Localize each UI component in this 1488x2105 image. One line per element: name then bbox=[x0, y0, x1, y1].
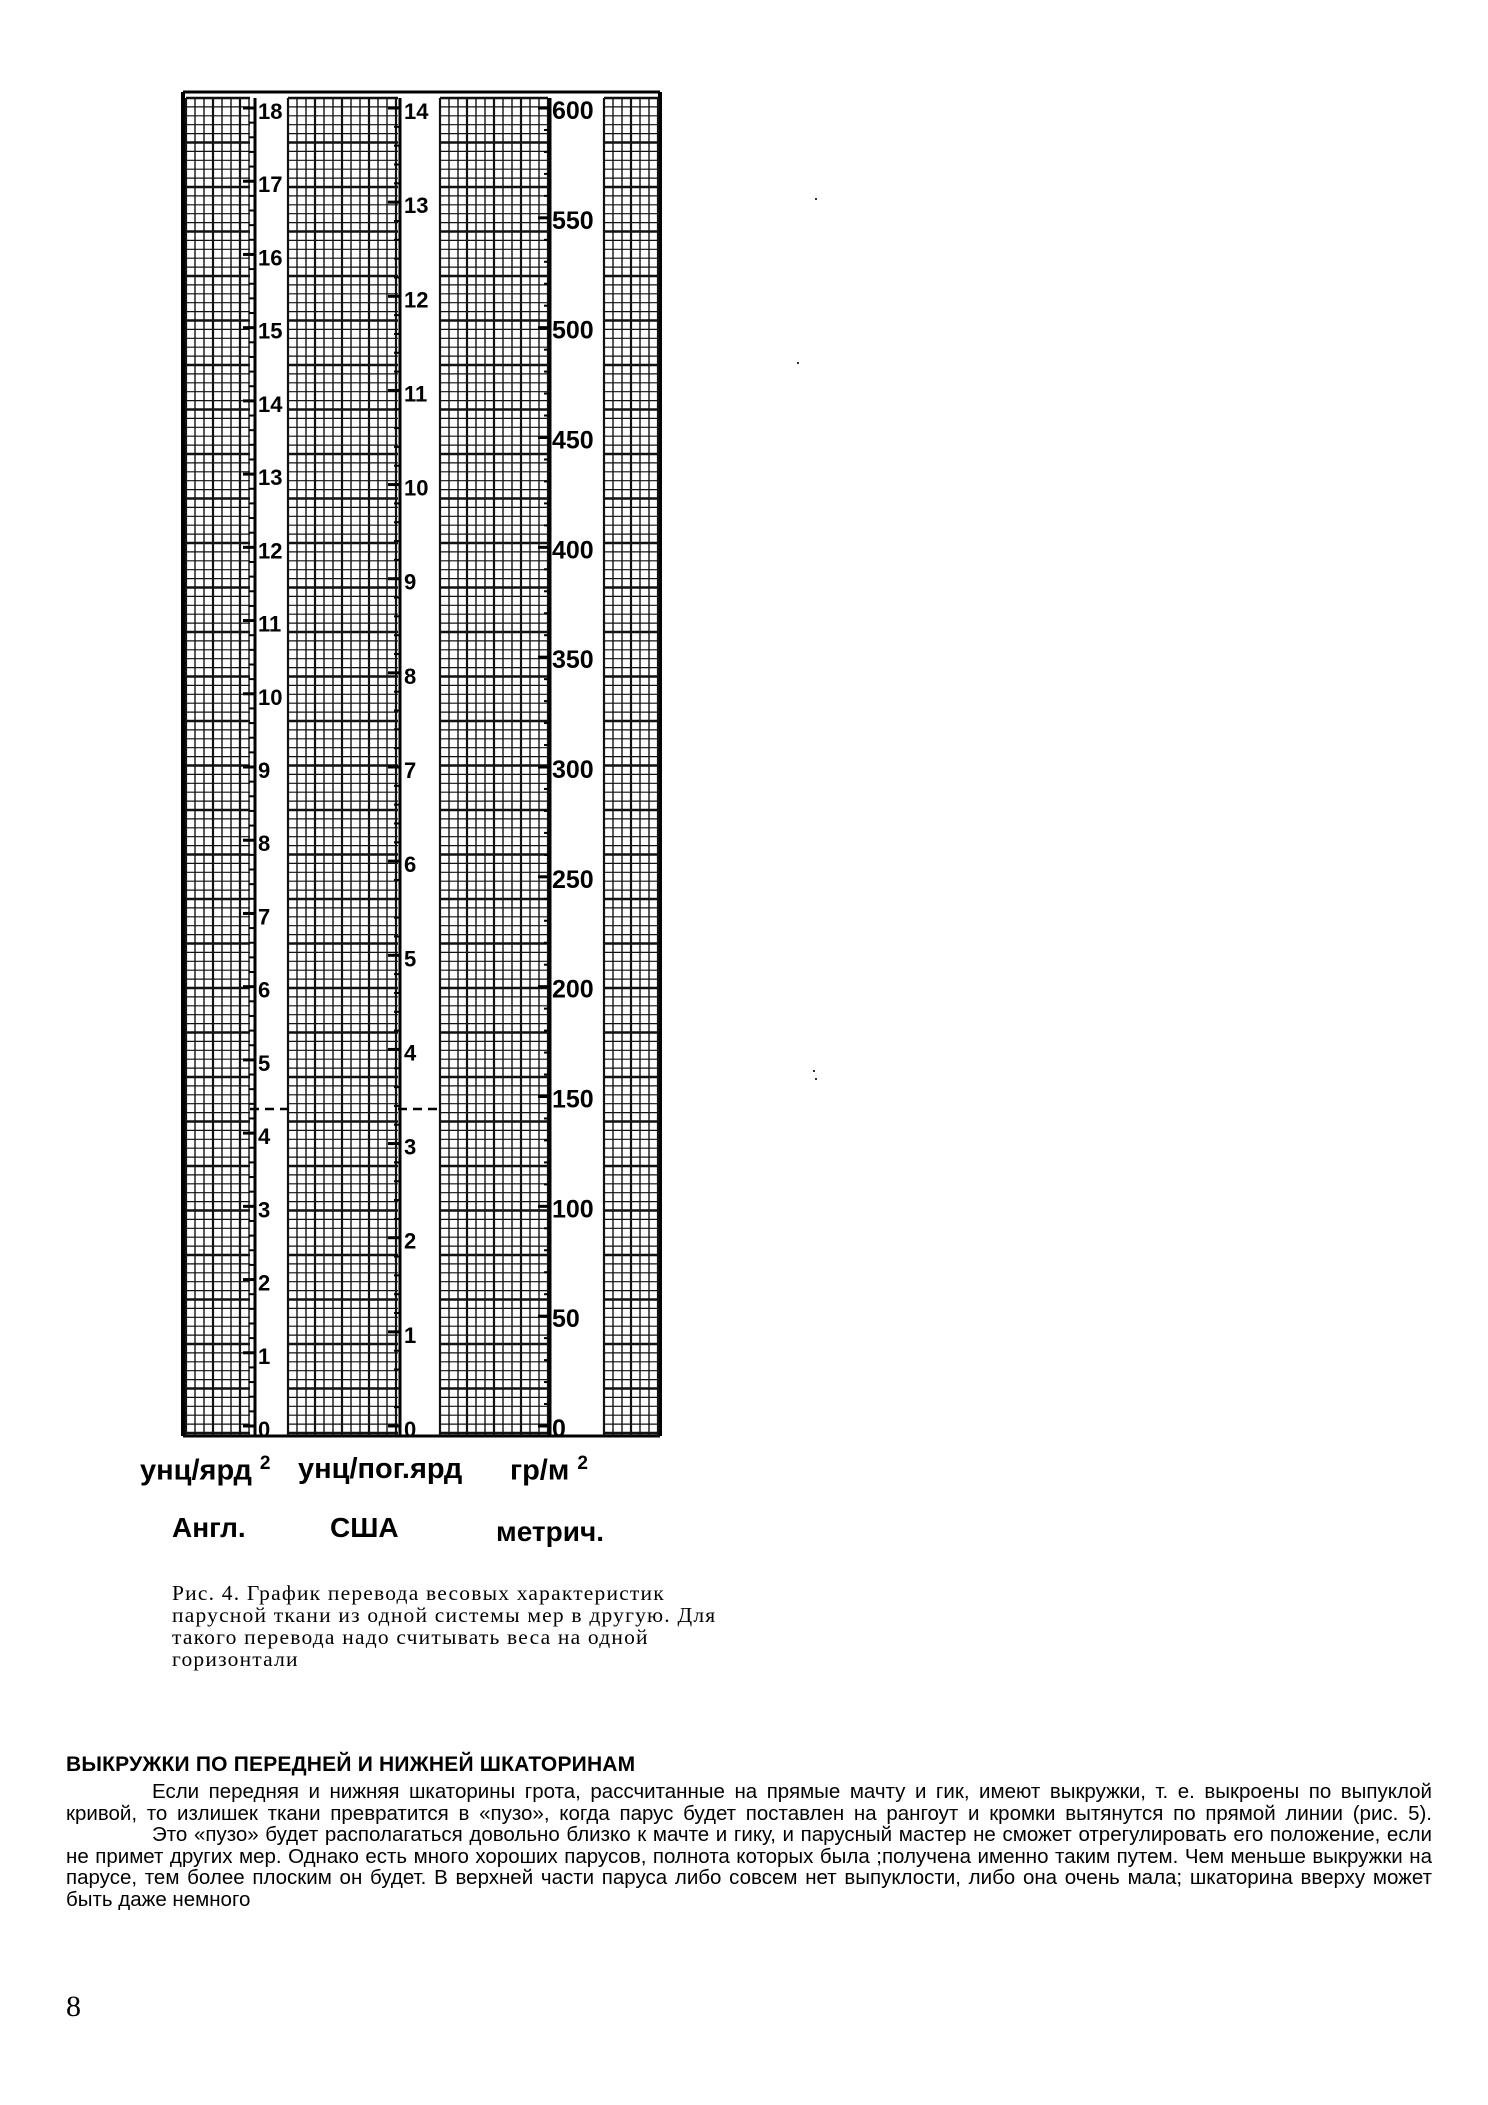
paragraph-1: Если передняя и нижняя шкаторины грота, рассчитанные на прямые мачту и гик, имеют выкружки, т. е. выкроены по выпуклой кривой, то излишек ткани превратится в «пузо», когда парус будет поставлен на рангоут и кромки вытянутся по прямой линии (рис. 5). bbox=[66, 1780, 1432, 1825]
body-text bbox=[66, 1781, 1432, 1910]
tick-label-metric: 600 bbox=[552, 97, 594, 125]
tick-label-english: 2 bbox=[258, 1270, 271, 1296]
tick-label-usa: 12 bbox=[404, 287, 429, 313]
tick-label-usa: 11 bbox=[404, 381, 428, 407]
tick-label-usa: 4 bbox=[404, 1040, 417, 1066]
tick-label-usa: 8 bbox=[404, 663, 417, 689]
tick-label-usa: 1 bbox=[404, 1322, 417, 1348]
tick-label-english: 5 bbox=[258, 1050, 271, 1076]
scan-speck bbox=[815, 198, 817, 200]
tick-label-metric: 550 bbox=[552, 206, 594, 235]
tick-label-english: 17 bbox=[258, 172, 283, 198]
tick-label-usa: 5 bbox=[404, 946, 417, 972]
tick-label-usa: 13 bbox=[404, 193, 429, 219]
tick-label-english: 9 bbox=[258, 758, 271, 783]
tick-label-english: 7 bbox=[258, 904, 271, 930]
unit-label-usa: унц/пог.ярд bbox=[298, 1453, 463, 1485]
tick-label-english: 8 bbox=[258, 831, 271, 857]
tick-label-english: 1 bbox=[258, 1343, 271, 1369]
tick-label-english: 0 bbox=[258, 1417, 271, 1442]
tick-label-usa: 9 bbox=[404, 569, 417, 595]
tick-label-usa: 14 bbox=[404, 99, 429, 124]
tick-label-usa: 10 bbox=[404, 475, 429, 501]
tick-label-english: 10 bbox=[258, 684, 283, 710]
tick-label-english: 4 bbox=[258, 1124, 271, 1150]
chart-scale-labels bbox=[258, 97, 594, 1443]
tick-label-english: 14 bbox=[258, 391, 283, 417]
tick-label-usa: 6 bbox=[404, 852, 417, 878]
tick-label-english: 11 bbox=[258, 611, 282, 637]
page-number: 8 bbox=[66, 1990, 81, 2023]
tick-label-metric: 350 bbox=[552, 646, 594, 675]
tick-label-usa: 0 bbox=[404, 1417, 417, 1442]
tick-label-english: 15 bbox=[258, 318, 283, 344]
tick-label-usa: 2 bbox=[404, 1228, 417, 1254]
tick-label-metric: 400 bbox=[552, 536, 594, 565]
unit-label-metric: гр/м $^2$ bbox=[510, 1453, 588, 1487]
tick-label-metric: 0 bbox=[552, 1415, 566, 1443]
system-label-usa: США bbox=[330, 1512, 399, 1543]
tick-label-english: 13 bbox=[258, 465, 283, 491]
tick-label-metric: 100 bbox=[552, 1195, 594, 1224]
scan-speck bbox=[815, 1078, 817, 1080]
tick-label-english: 6 bbox=[258, 977, 271, 1003]
unit-label-english: унц/ярд $^2$ bbox=[140, 1453, 271, 1487]
tick-label-english: 3 bbox=[258, 1197, 271, 1223]
grid-block bbox=[604, 98, 658, 1436]
paragraph-2: Это «пузо» будет располагаться довольно близко к мачте и гику, и парусный мастер не сможет отрегулировать его положение, если не примет других мер. Однако есть много хороших парусов, полнота которых была ;получена именно таким путем. Чем меньше выкружки на парусе, тем более плоским он будет. В верхней части паруса либо совсем нет выпуклости, либо она очень мала; шкаторина вверху может быть даже немного bbox=[66, 1823, 1432, 1911]
tick-label-usa: 3 bbox=[404, 1134, 417, 1160]
system-label-metric: метрич. bbox=[496, 1516, 604, 1547]
tick-label-english: 12 bbox=[258, 538, 283, 564]
tick-label-english: 16 bbox=[258, 245, 283, 271]
tick-label-english: 18 bbox=[258, 99, 283, 124]
section-heading: ВЫКРУЖКИ ПО ПЕРЕДНЕЙ И НИЖНЕЙ ШКАТОРИНАМ bbox=[66, 1753, 636, 1776]
scan-speck bbox=[813, 1070, 815, 1072]
tick-label-usa: 7 bbox=[404, 758, 417, 783]
tick-label-metric: 300 bbox=[552, 756, 594, 784]
scan-speck bbox=[797, 362, 799, 364]
grid-block bbox=[440, 98, 548, 1436]
tick-label-metric: 500 bbox=[552, 316, 594, 345]
figure-caption: Рис. 4. График перевода весовых характеристик парусной ткани из одной системы мер в другую. Для такого перевода надо считывать веса на одной горизонтали bbox=[172, 1581, 717, 1671]
tick-label-metric: 200 bbox=[552, 975, 594, 1004]
grid-block bbox=[186, 98, 250, 1436]
grid-block bbox=[288, 98, 398, 1436]
tick-label-metric: 250 bbox=[552, 865, 594, 894]
tick-label-metric: 50 bbox=[552, 1305, 580, 1334]
system-label-english: Англ. bbox=[172, 1512, 246, 1543]
tick-label-metric: 450 bbox=[552, 426, 594, 455]
tick-label-metric: 150 bbox=[552, 1085, 594, 1114]
